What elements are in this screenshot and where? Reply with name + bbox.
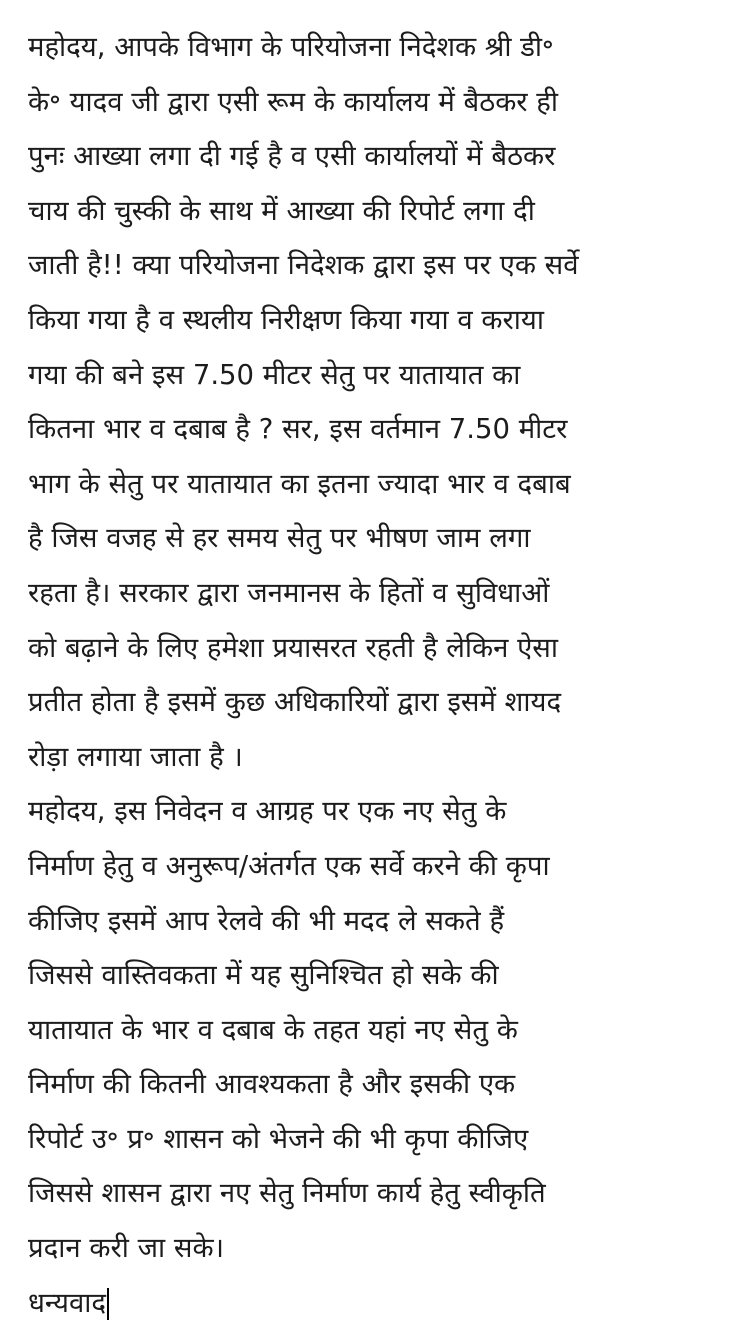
note-line: प्रतीत होता है इसमें कुछ अधिकारियों द्वारा इसमें शायद	[28, 686, 562, 719]
text-cursor	[107, 1288, 109, 1320]
note-line: जिससे शासन द्वारा नए सेतु निर्माण कार्य हेतु स्वीकृति	[28, 1177, 546, 1210]
note-line: महोदय, आपके विभाग के परियोजना निदेशक श्री डी॰	[28, 31, 554, 63]
closing-text: धन्यवाद	[28, 1286, 106, 1319]
note-line: गया की बने इस 7.50 मीटर सेतु पर यातायात का	[28, 358, 521, 391]
note-line: के॰ यादव जी द्वारा एसी रूम के कार्यालय में बैठकर ही	[28, 85, 559, 118]
note-line: पुनः आख्या लगा दी गई है व एसी कार्यालयों में बैठकर	[28, 140, 556, 173]
note-line: जिससे वास्तिवकता में यह सुनिश्चित हो सके की	[28, 959, 499, 992]
note-line: महोदय, इस निवेदन व आग्रह पर एक नए सेतु के	[28, 795, 507, 828]
note-line: जाती है!! क्या परियोजना निदेशक द्वारा इस पर एक सर्वे	[28, 249, 579, 282]
note-line: यातायात के भार व दबाब के तहत यहां नए सेतु के	[28, 1013, 518, 1046]
note-line: कितना भार व दबाब है ? सर, इस वर्तमान 7.50 मीटर	[28, 413, 568, 446]
note-line: रहता है। सरकार द्वारा जनमानस के हितों व सुविधाओं	[28, 576, 550, 609]
note-line: रिपोर्ट उ॰ प्र॰ शासन को भेजने की भी कृपा कीजिए	[28, 1122, 529, 1155]
note-line: प्रदान करी जा सके।	[28, 1232, 225, 1265]
note-last-line	[28, 1276, 728, 1330]
note-text-area[interactable]	[28, 20, 728, 1330]
note-line: चाय की चुस्की के साथ में आख्या की रिपोर्ट लगा दी	[28, 194, 535, 227]
note-line: रोड़ा लगाया जाता है ।	[28, 740, 243, 773]
note-line: निर्माण की कितनी आवश्यकता है और इसकी एक	[28, 1068, 516, 1101]
note-line: कीजिए इसमें आप रेलवे की भी मदद ले सकते हैं	[28, 904, 505, 937]
note-line: किया गया है व स्थलीय निरीक्षण किया गया व कराया	[28, 303, 544, 336]
note-line: निर्माण हेतु व अनुरूप/अंतर्गत एक सर्वे करने की कृपा	[28, 849, 550, 882]
note-line: भाग के सेतु पर यातायात का इतना ज्यादा भार व दबाब	[28, 467, 571, 500]
note-line: है जिस वजह से हर समय सेतु पर भीषण जाम लगा	[28, 522, 531, 555]
note-line: को बढ़ाने के लिए हमेशा प्रयासरत रहती है लेकिन ऐसा	[28, 631, 559, 664]
